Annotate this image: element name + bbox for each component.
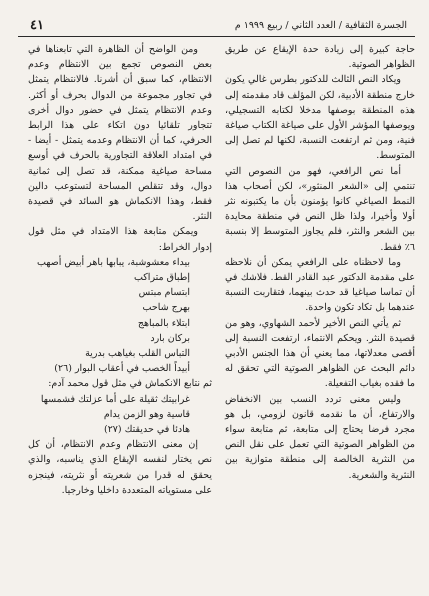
- verse-quote: [28, 392, 190, 438]
- verse-line: غرابيتك ثقيلة على أما عزلتك فشمسها: [40, 393, 190, 405]
- verse-line: ابتسام مبتس: [138, 287, 190, 299]
- paragraph: إن معنى الانتظام وعدم الانتظام، أن كل نص يختار لنفسه الإيقاع الذي يناسبه، والذي يحقق له قدرا من شعريته أو نثريته، فينجزه على مستوياته المتعددة داخليا وخارجيا.: [28, 439, 212, 496]
- running-title: الجسرة الثقافية / العدد الثاني / ربيع ١٩٩٩ م: [234, 19, 407, 31]
- paragraph: ومن الواضح أن الظاهرة التي تابعناها في بعض النصوص تجمع بين الانتظام وعدم الانتظام، كما سبق أن أشرنا. فالانتظام يتمثل في تجاور مجموعة من الدوال بحرف أو أكثر. وعدم الانتظام يتمثل في حضور دوال أخرى تتجاور تلقائيا دون اتكاء على هذا الرابط الحرفي، كما أن الانتظام وعدمه يتمثل - أيضا - في امتداد العلاقة التجاورية بالحرف في أوسع مساحة صياغية ممكنة، قد تصل إلى ثمانية دوال، وقد تتقلص المساحة لتستوعب دالين فقط، وهذا الانكماش هو السائد في قصيدة النثر.: [28, 44, 212, 223]
- right-column: [225, 42, 415, 483]
- left-column: [28, 42, 212, 498]
- verse-line: بركان بارد: [150, 332, 190, 344]
- paragraph: ويمكن متابعة هذا الامتداد في مثل قول إدوار الخراط:: [28, 226, 212, 253]
- verse-line: قاسية وهو الزمن يدام: [103, 408, 190, 420]
- verse-line: بهرج شاحب: [142, 302, 190, 314]
- verse-line: التباس القلب بغياهب بدرية: [85, 347, 190, 359]
- paragraph: وليس معنى تردد النسب بين الانخفاض والارتفاع، أن ما نقدمه قانون لزومي، بل هو مجرد فرضا يحتاج إلى متابعة، ثم متابعة سواء من الظواهر الصوتية التي تعمل على نقل النص من النثرية الخالصة إلى منطقة متوازية بين النثرية والشعرية.: [225, 393, 415, 481]
- paragraph: ويكاد النص الثالث للدكتور بطرس غالي يكون خارج منطقة الأدبية، لكن المؤلف قاد مقدمته إلى هذه المنطقة بوصفها مدخلا لكتابه التسجيلي، ويوصفها المؤشر الأول على صياغة الكتاب صياغة فنية، ومن ثم ارتفعت النسبة، لكنها لم تصل إلى المتوسط.: [225, 74, 415, 162]
- verse-line: هادئا في حديقتك (٢٧): [103, 423, 190, 435]
- paragraph: ثم نتابع الانكماش في مثل قول محمد آدم:: [48, 378, 212, 390]
- paragraph: أما نص الرافعي، فهو من النصوص التي تنتمي إلى «الشعر المنثور»، لكن أصحاب هذا النمط الصياغي كانوا يؤمنون بأن ما يكتبونه نثر أولا وأخيرا، ولذا ظل النص في منطقة محايدة بين الشعر والنثر، فلم يجاوز المتوسط إلا بنسبة ٦٪ فقط.: [225, 165, 415, 253]
- paragraph: حاجة كبيرة إلى زيادة حدة الإيقاع عن طريق الظواهر الصوتية.: [225, 44, 415, 71]
- paragraph: وما لاحظناه على الرافعي يمكن أن نلاحظه على مقدمة الدكتور عبد القادر القط. فلاشك في أن تماسا صياغيا قد حدث بينهما، فتقاربت النسبة عندهما بل تكاد تكون واحدة.: [225, 256, 415, 314]
- page-header: [30, 17, 407, 33]
- verse-line: إطباق متراكب: [133, 272, 190, 284]
- paragraph: ثم يأتي النص الأخير لأحمد الشهاوي، وهو من قصيدة النثر. ويحكم الانتماء، ارتفعت النسبة إلى أقصى معدلاتها، مما يعني أن هذا الجنس الأدبي دائم البحث عن الظواهر الصوتية التي تحقق له ما فقده بغياب التفعيلة.: [225, 317, 415, 390]
- page-number: ٤١: [30, 17, 44, 33]
- verse-line: أبيداً الخصب في أعقاب البوار (٢٦): [54, 363, 190, 375]
- verse-line: ابتلاء بالمباهج: [137, 317, 190, 329]
- verse-line: بيداء معشوشبة، يبابها باهر أبيض أصهب: [36, 256, 190, 268]
- verse-quote: [28, 255, 190, 377]
- header-rule: [18, 36, 415, 37]
